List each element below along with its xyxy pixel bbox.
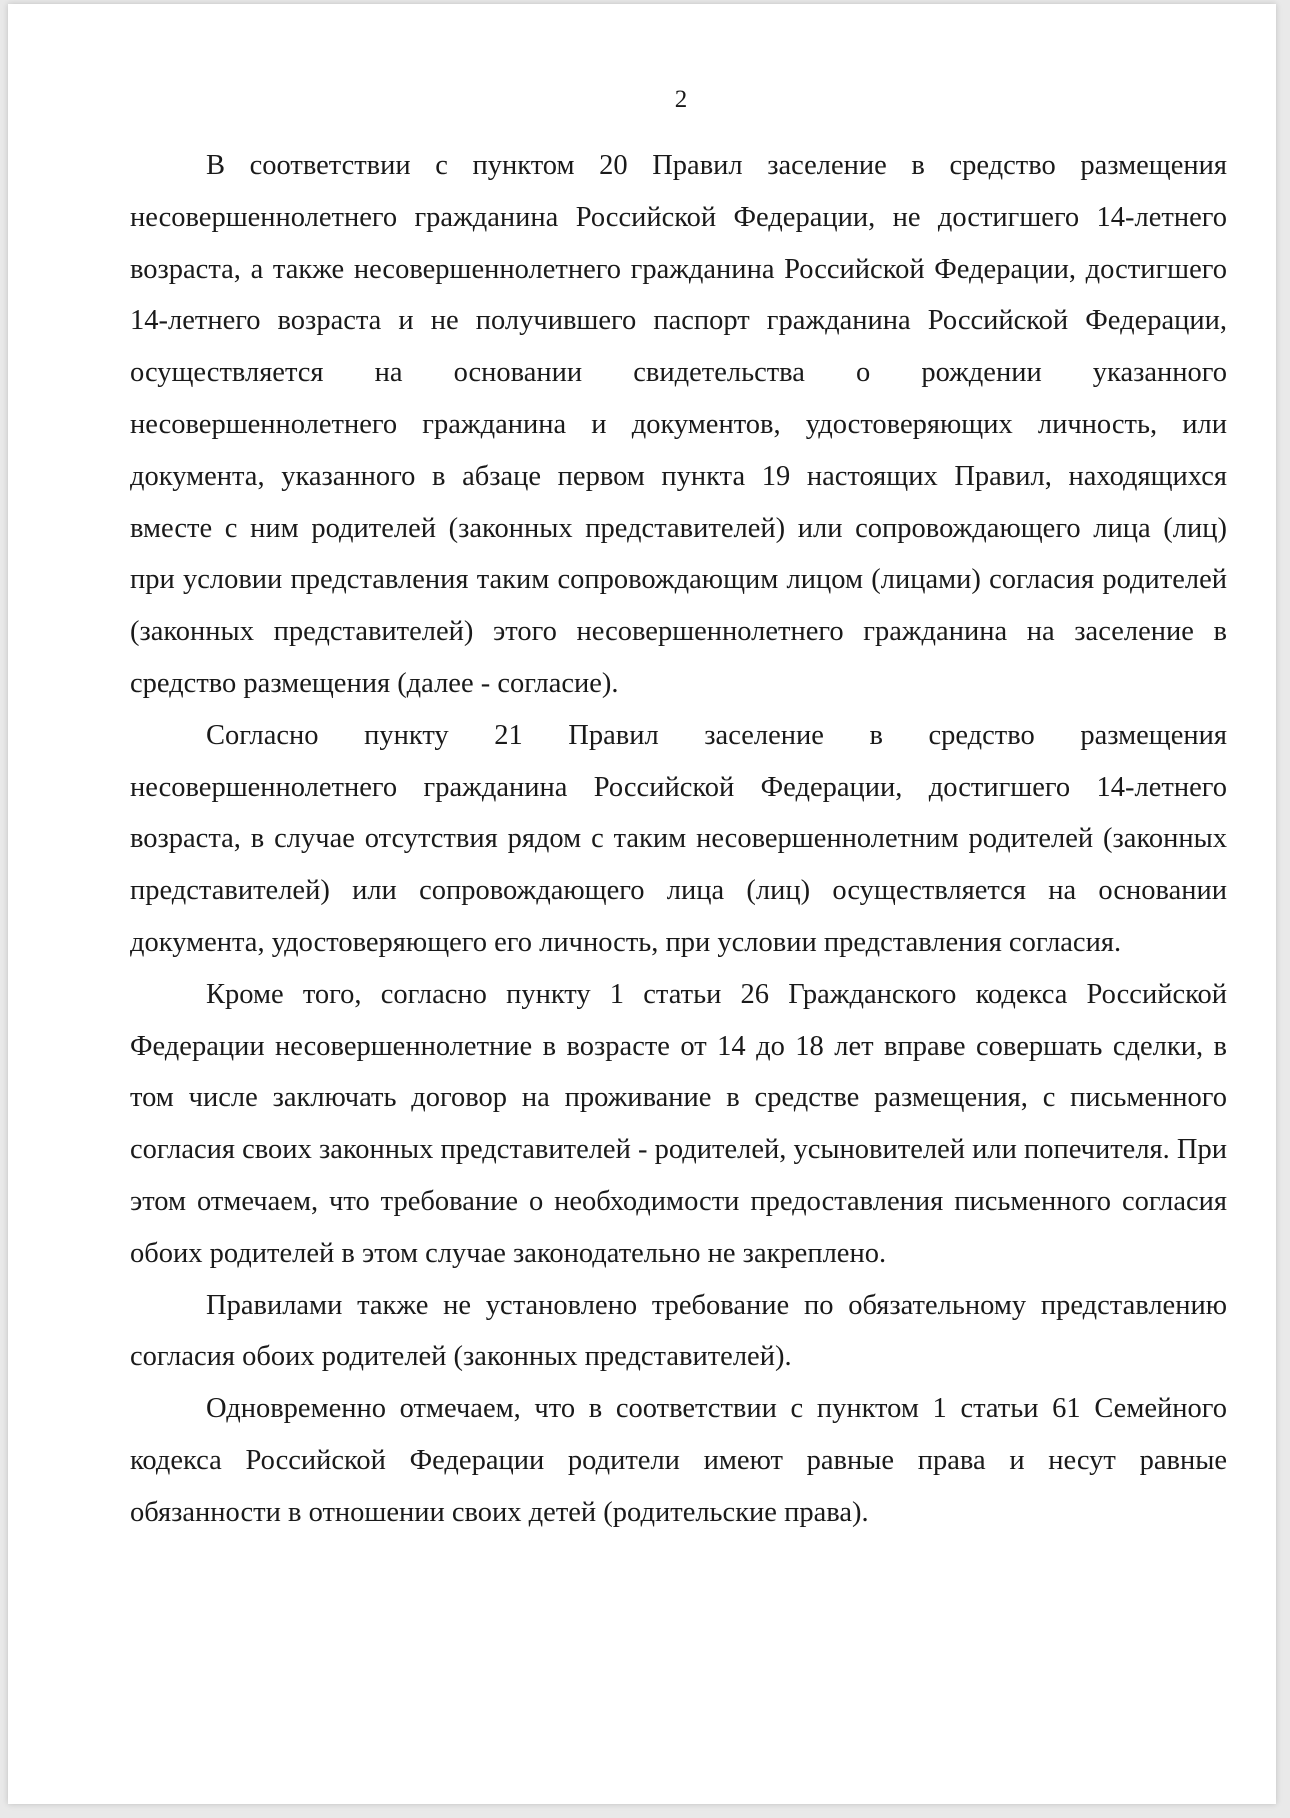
paragraph-family-code-article-61: Одновременно отмечаем, что в соответствии с пунктом 1 статьи 61 Семейного кодекса Российской Федерации родители имеют равные права и несут равные обязанности в отношении своих детей (родительские права).	[130, 1393, 1227, 1528]
document-page	[8, 4, 1276, 1804]
paragraph-rules-no-requirement: Правилами также не установлено требование по обязательному представлению согласия обоих родителей (законных представителей).	[130, 1289, 1227, 1373]
paragraph-placement-minors-over-14: Согласно пункту 21 Правил заселение в средство размещения несовершеннолетнего гражданина Российской Федерации, достигшего 14-летнего возраста, в случае отсутствия рядом с таким несовершеннолетним родителей (законных представителей) или сопровождающего лица (лиц) осуществляется на основании документа, удостоверяющего его личность, при условии представления согласия.	[130, 719, 1227, 958]
page-number: 2	[674, 86, 688, 113]
paragraph-civil-code-article-26: Кроме того, согласно пункту 1 статьи 26 Гражданского кодекса Российской Федерации несовершеннолетние в возрасте от 14 до 18 лет вправе совершать сделки, в том числе заключать договор на проживание в средстве размещения, с письменного согласия своих законных представителей - родителей, усыновителей или попечителя. При этом отмечаем, что требование о необходимости предоставления письменного согласия обоих родителей в этом случае законодательно не закреплено.	[130, 978, 1227, 1269]
document-body	[130, 140, 1227, 1539]
paragraph-placement-minors-under-14: В соответствии с пунктом 20 Правил заселение в средство размещения несовершеннолетнего гражданина Российской Федерации, не достигшего 14-летнего возраста, а также несовершеннолетнего гражданина Российской Федерации, достигшего 14-летнего возраста и не получившего паспорт гражданина Российской Федерации, осуществляется на основании свидетельства о рождении указанного несовершеннолетнего гражданина и документов, удостоверяющих личность, или документа, указанного в абзаце первом пункта 19 настоящих Правил, находящихся вместе с ним родителей (законных представителей) или сопровождающего лица (лиц) при условии представления таким сопровождающим лицом (лицами) согласия родителей (законных представителей) этого несовершеннолетнего гражданина на заселение в средство размещения (далее - согласие).	[130, 150, 1227, 699]
